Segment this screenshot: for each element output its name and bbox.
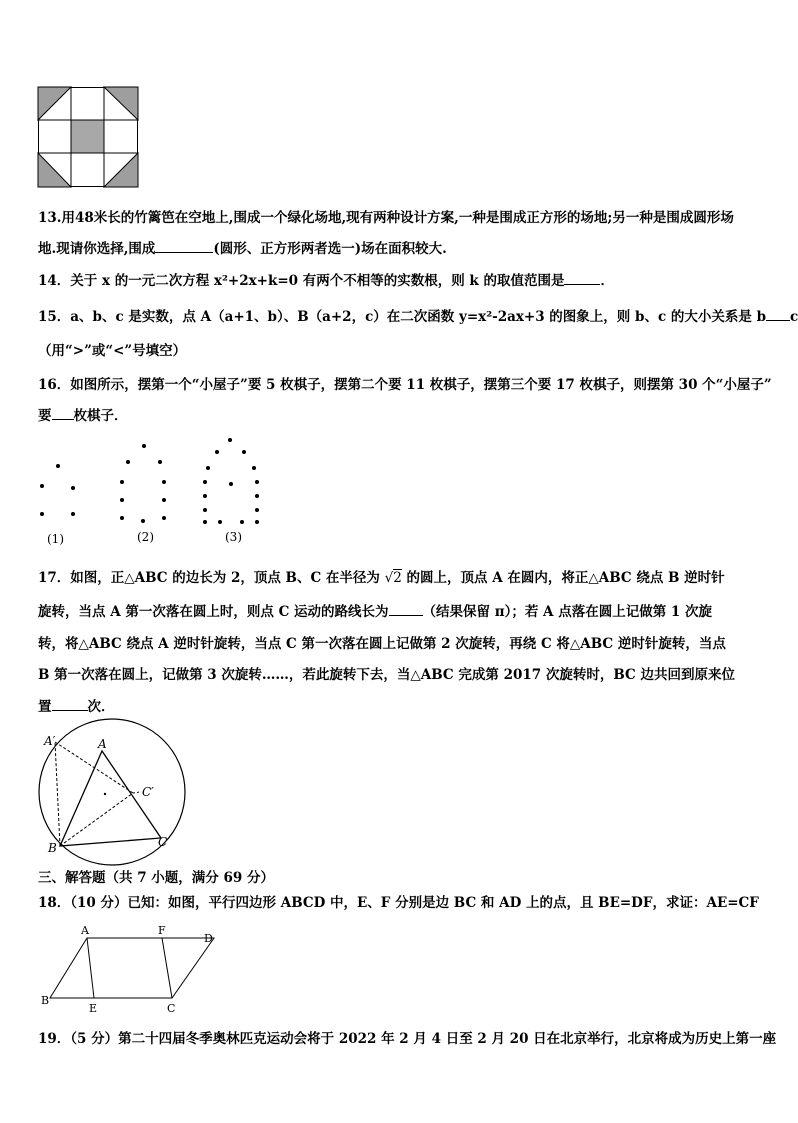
- q15-line1: [38, 306, 798, 327]
- section3-title: 三、解答题（共 7 小题，满分 69 分）: [38, 870, 274, 886]
- q17-line5-a: 置: [38, 699, 52, 715]
- chess-houses-figure: [30, 430, 280, 550]
- parallelogram-figure: [38, 922, 228, 1017]
- q16-line2-b: 枚棋子．: [73, 408, 128, 424]
- label-pe: E: [89, 1002, 98, 1015]
- sqrt-sign: √2: [384, 570, 402, 586]
- q16-line2-a: 要: [38, 408, 52, 424]
- q15-answer-blank: [766, 306, 790, 321]
- q17-answer-blank-1: [389, 601, 423, 616]
- q17-line2: [38, 601, 712, 622]
- q17-line4: B 第一次落在圆上，记做第 3 次旋转……，若此旋转下去，当△ABC 完成第 2017 次旋转时，BC 边共回到原来位: [38, 667, 735, 683]
- q14-text-a: 14．关于 x 的一元二次方程 x²+2x+k=0 有两个不相等的实数根，则 k 的取值范围是: [38, 273, 565, 289]
- q18-text: 18．（10 分）已知：如图，平行四边形 ABCD 中，E、F 分别是边 BC 和 AD 上的点，且 BE=DF，求证：AE=CF: [38, 895, 759, 911]
- q16-line1: 16．如图所示，摆第一个“小屋子”要 5 枚棋子，摆第二个要 11 枚棋子，摆第三个要 17 枚棋子，则摆第 30 个“小屋子”: [38, 377, 772, 393]
- label-b: B: [48, 841, 57, 855]
- q16-answer-blank: [52, 405, 74, 420]
- q17-line5: [38, 696, 115, 717]
- q17-line1: [38, 568, 725, 588]
- q19-text: 19．（5 分）第二十四届冬季奥林匹克运动会将于 2022 年 2 月 4 日至 2 月 20 日在北京举行，北京将成为历史上第一座: [38, 1031, 777, 1047]
- q13-line2-b: (圆形、正方形两者选一)场在面积较大.: [213, 241, 447, 257]
- house-label-3: (3): [225, 530, 242, 544]
- q15-line2: （用“>”或“<”号填空）: [38, 343, 187, 359]
- label-a: A: [98, 737, 107, 751]
- label-c-prime: C′: [142, 785, 154, 799]
- q14-line: [38, 270, 614, 291]
- q14-answer-blank: [564, 270, 600, 285]
- sqrt-radicand: 2: [393, 570, 402, 586]
- label-a-prime: A′: [44, 734, 56, 748]
- label-pd: D: [204, 932, 213, 945]
- q15-line1-b: c: [790, 309, 798, 325]
- q13-answer-blank: [155, 238, 213, 253]
- q17-line3: 转，将△ABC 绕点 A 逆时针旋转，当点 C 第一次落在圆上记做第 2 次旋转，再绕 C 将△ABC 逆时针旋转，当点: [38, 636, 726, 652]
- tile-pattern-figure: [38, 87, 138, 187]
- q17-line1-a: 17．如图，正△ABC 的边长为 2，顶点 B、C 在半径为: [38, 570, 380, 586]
- house-label-2: (2): [137, 530, 154, 544]
- q14-text-b: ．: [600, 273, 614, 289]
- label-pa: A: [81, 924, 89, 937]
- label-c: C: [158, 835, 168, 849]
- q13-line1: 13.用48米长的竹篱笆在空地上,围成一个绿化场地,现有两种设计方案,一种是围成正方形的场地;另一种是围成圆形场: [38, 210, 734, 226]
- q15-line1-a: 15．a、b、c 是实数，点 A（a+1、b）、B（a+2，c）在二次函数 y=x²-2ax+3 的图象上，则 b、c 的大小关系是 b: [38, 309, 767, 325]
- q17-line5-b: 次．: [87, 699, 115, 715]
- label-pf: F: [158, 924, 166, 937]
- q17-line2-b: （结果保留 π）；若 A 点落在圆上记做第 1 次旋: [422, 604, 713, 620]
- q13-line2-a: 地.现请你选择,围成: [38, 241, 156, 257]
- q17-answer-blank-2: [52, 696, 88, 711]
- label-pb: B: [41, 994, 50, 1007]
- rotating-triangle-figure: [30, 728, 190, 853]
- label-pc: C: [167, 1002, 176, 1015]
- house-label-1: (1): [47, 532, 64, 546]
- q17-line2-a: 旋转，当点 A 第一次落在圆上时，则点 C 运动的路线长为: [38, 604, 389, 620]
- q16-line2: [38, 405, 128, 426]
- q17-line1-b: 的圆上，顶点 A 在圆内，将正△ABC 绕点 B 逆时针: [406, 570, 725, 586]
- q13-line2: [38, 238, 447, 259]
